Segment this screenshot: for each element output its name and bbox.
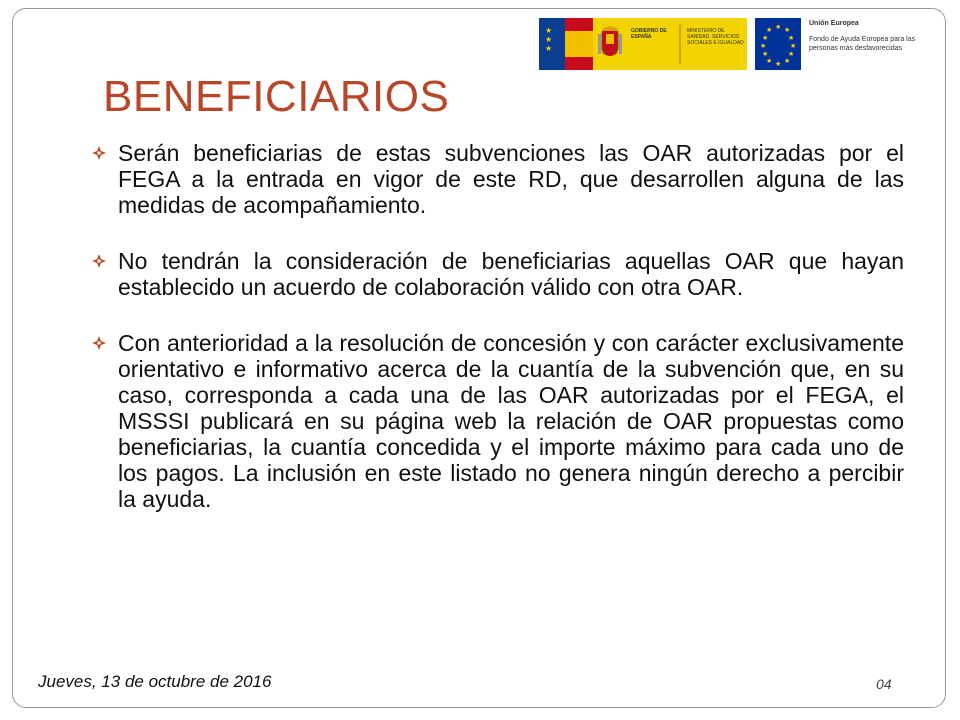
page-number: 04: [876, 676, 892, 692]
diamond-bullet-icon: [92, 248, 118, 268]
bullet-text: No tendrán la consideración de beneficiarias aquellas OAR que hayan establecido un acuerdo de colaboración válido con otra OAR.: [118, 248, 904, 300]
diamond-bullet-icon: [92, 330, 118, 350]
header-logos: [539, 18, 935, 70]
footer-date: Jueves, 13 de octubre de 2016: [38, 672, 272, 691]
eu-stars-strip: ★ ★ ★: [539, 18, 565, 70]
bullet-item: [92, 330, 904, 512]
eu-fund-name: Fondo de Ayuda Europea para las personas más desfavorecidas: [809, 36, 916, 52]
eu-logo: [755, 18, 919, 70]
bullet-item: [92, 248, 904, 300]
slide-title: BENEFICIARIOS: [103, 72, 450, 121]
eu-title: Unión Europea: [809, 20, 859, 27]
government-label: GOBIERNO DE ESPAÑA: [631, 28, 667, 40]
bullet-text: Serán beneficiarias de estas subvenciones las OAR autorizadas por el FEGA a la entrada en vigor de este RD, que desarrollen alguna de las medidas de acompañamiento.: [118, 140, 904, 218]
bullet-list: [92, 140, 904, 512]
bullet-item: [92, 140, 904, 218]
spanish-flag-icon: [565, 18, 593, 70]
diamond-bullet-icon: [92, 140, 118, 160]
coat-of-arms-icon: [593, 18, 627, 70]
bullet-text: Con anterioridad a la resolución de concesión y con carácter exclusivamente orientativo e informativo acerca de la cuantía de la subvención que, en su caso, corresponda a cada una de las OAR autorizadas por el FEGA, el MSSSI publicará en su página web la relación de OAR propuestas como beneficiarias, la cuantía concedida y el importe máximo para cada uno de los pagos. La inclusión en este listado no genera ningún derecho a percibir la ayuda.: [118, 330, 904, 512]
eu-flag-icon: ★ ★ ★ ★ ★ ★ ★ ★ ★ ★ ★ ★: [755, 18, 801, 70]
ministry-label: MINISTERIO DE SANIDAD, SERVICIOS SOCIALES E IGUALDAD: [687, 28, 744, 46]
eu-text-block: [809, 18, 919, 53]
spain-government-logo: [539, 18, 747, 70]
